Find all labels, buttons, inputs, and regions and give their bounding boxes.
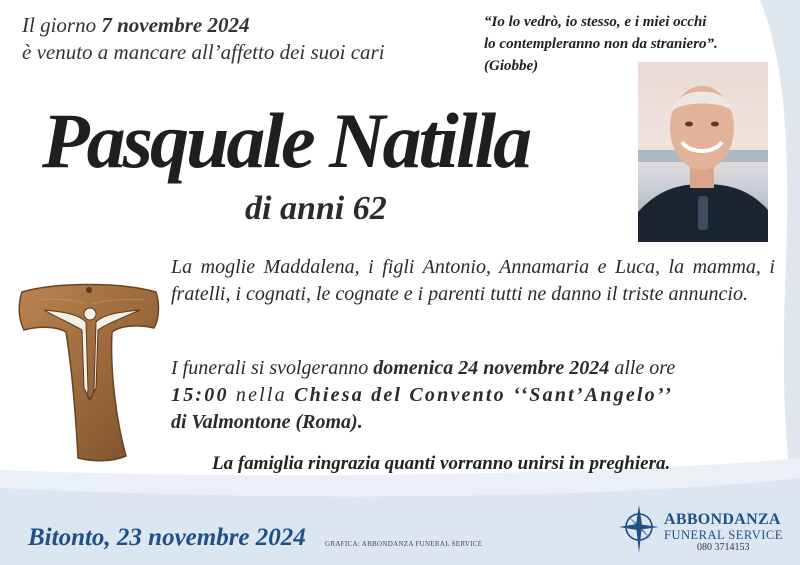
quote-line-2: lo contempleranno non da straniero”. [484, 36, 718, 52]
portrait-illustration [638, 62, 768, 242]
place-date: Bitonto, 23 novembre 2024 [28, 524, 306, 551]
deceased-name: Pasquale Natilla [42, 97, 530, 184]
quote-source: (Giobbe) [484, 58, 539, 74]
brand-subtitle: FUNERAL SERVICE [664, 528, 783, 542]
intro-line-1: Il giorno 7 novembre 2024 [22, 13, 250, 37]
brand-phone: 080 3714153 [697, 542, 750, 553]
tau-cross-icon [16, 270, 161, 465]
brand-name: ABBONDANZA [664, 511, 781, 528]
intro-text [22, 12, 385, 66]
family-announcement: La moglie Maddalena, i figli Antonio, Annamaria e Luca, la mamma, i fratelli, i cognati, le cognate e i parenti tutti ne danno il triste annuncio. [171, 256, 775, 305]
quote-line-1: “Io lo vedrò, io stesso, e i miei occhi [484, 14, 707, 30]
funeral-church: Chiesa del Convento ‘‘Sant’Angelo’’ [294, 384, 674, 406]
portrait-photo [638, 62, 768, 242]
funeral-service-brand [664, 511, 783, 554]
graphic-credit: GRAFICA: ABBONDANZA FUNERAL SERVICE [325, 540, 483, 548]
funeral-place: di Valmontone (Roma). [171, 411, 363, 433]
compass-star-logo-icon [618, 503, 660, 555]
funeral-details: I funerali si svolgeranno domenica 24 novembre 2024 alle ore 15:00 nella Chiesa del Convento ‘‘Sant’Angelo’’ di Valmontone (Roma). [171, 357, 676, 433]
family-thanks: La famiglia ringrazia quanti vorranno unirsi in preghiera. [212, 453, 671, 474]
funeral-time: 15:00 [171, 384, 229, 406]
deceased-age: di anni 62 [245, 190, 387, 227]
intro-line-2: è venuto a mancare all’affetto dei suoi cari [22, 40, 385, 64]
death-date: 7 novembre 2024 [101, 13, 250, 37]
funeral-day: domenica 24 novembre 2024 [373, 357, 610, 379]
